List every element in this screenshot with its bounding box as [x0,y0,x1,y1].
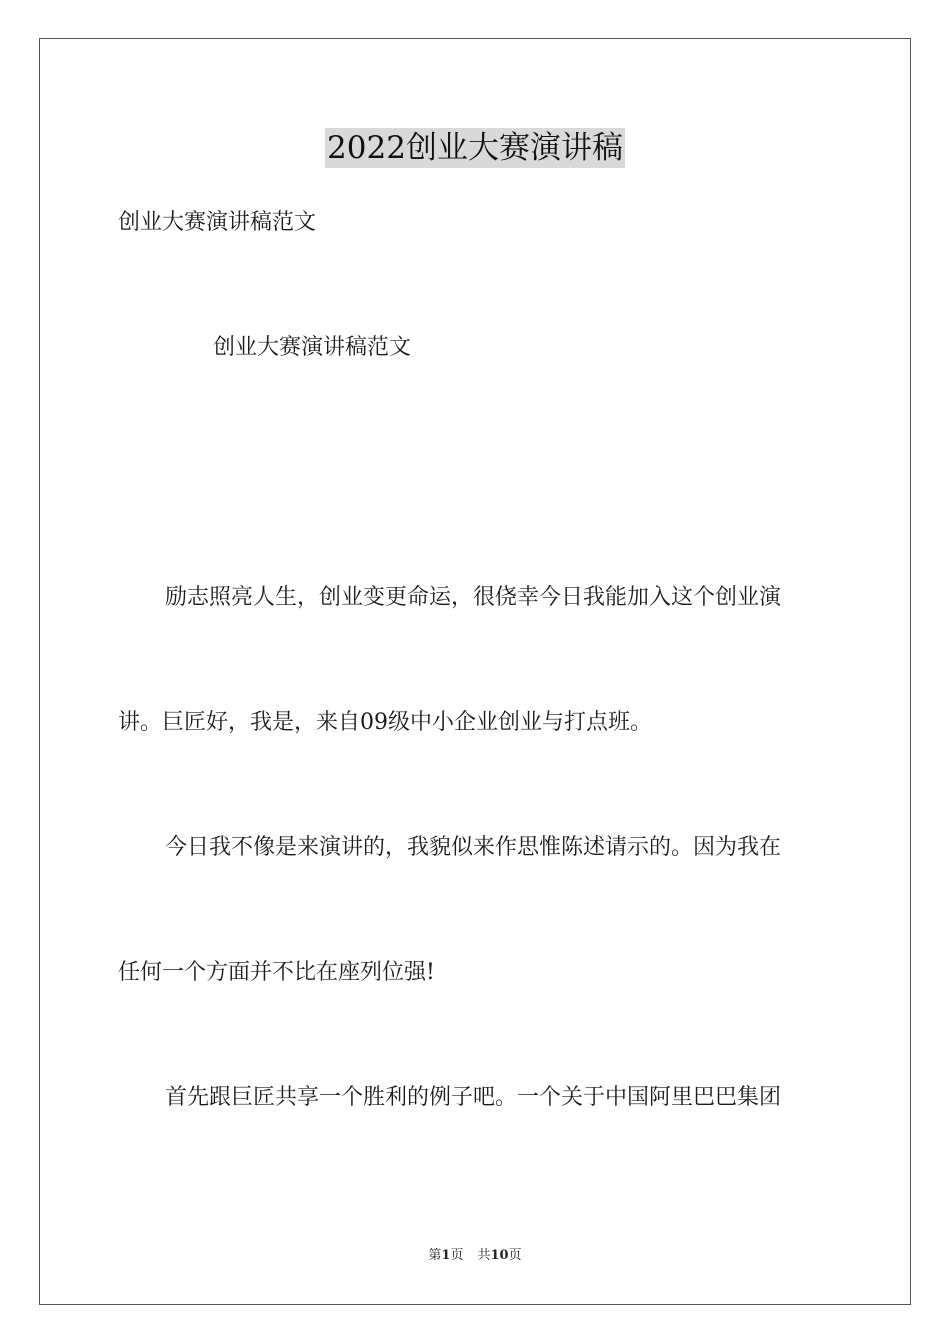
paragraph-2-line-2: 任何一个方面并不比在座列位强! [118,960,435,985]
paragraph-3-line-1: 首先跟巨匠共享一个胜利的例子吧。一个关于中国阿里巴巴集团 [165,1085,782,1110]
footer-page-prefix: 第 [428,1248,442,1263]
paragraph-2-line-1: 今日我不像是来演讲的，我貌似来作思惟陈述请示的。因为我在 [165,835,782,860]
title-container [0,128,950,168]
subtitle-line-2: 创业大赛演讲稿范文 [213,335,412,360]
page-footer [0,1247,950,1265]
footer-total-pages: 10 [490,1248,509,1263]
footer-total-prefix: 共 [477,1248,491,1263]
footer-total-suffix: 页 [508,1248,522,1263]
footer-page-number: 1 [441,1248,451,1263]
paragraph-1-line-1: 励志照亮人生，创业变更命运，很侥幸今日我能加入这个创业演 [165,585,782,610]
paragraph-1-line-2: 讲。巨匠好，我是，来自09级中小企业创业与打点班。 [118,710,652,735]
subtitle-line-1: 创业大赛演讲稿范文 [118,210,317,235]
footer-page-suffix: 页 [450,1248,464,1263]
document-title: 2022创业大赛演讲稿 [327,130,623,166]
